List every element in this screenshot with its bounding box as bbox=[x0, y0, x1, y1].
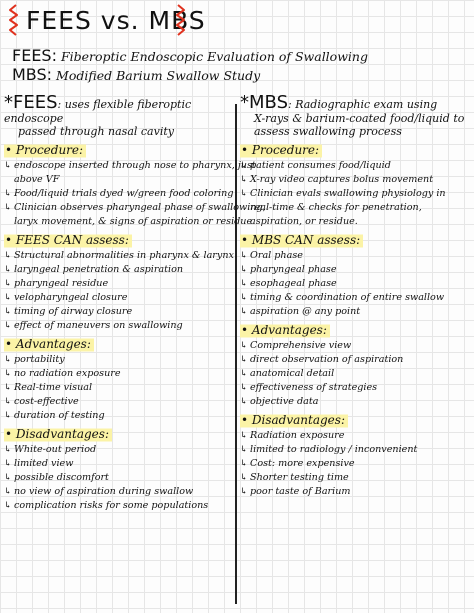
fees-heading bbox=[4, 92, 236, 139]
definition-fees bbox=[12, 47, 368, 66]
list-item: ↳ Comprehensive view bbox=[240, 339, 472, 353]
list-item: ↳ Oral phase bbox=[240, 249, 472, 263]
fees-disadvantages-list bbox=[4, 443, 236, 513]
mbs-column bbox=[240, 92, 472, 499]
list-item: ↳ laryngeal penetration & aspiration bbox=[4, 263, 236, 277]
list-item: ↳ effect of maneuvers on swallowing bbox=[4, 319, 236, 333]
mbs-procedure-label: • Procedure: bbox=[240, 142, 322, 159]
list-item: ↳ pharyngeal residue bbox=[4, 277, 236, 291]
mbs-heading bbox=[240, 92, 472, 139]
fees-can-assess-list bbox=[4, 249, 236, 333]
definitions bbox=[12, 47, 368, 85]
list-item: ↳ direct observation of aspiration bbox=[240, 353, 472, 367]
fees-heading-desc: : uses flexible fiberoptic endoscope bbox=[4, 98, 192, 125]
mbs-can-assess-label: • MBS CAN assess: bbox=[240, 232, 363, 249]
definition-abbr: FEES: bbox=[12, 46, 57, 65]
definition-abbr: MBS: bbox=[12, 65, 53, 84]
title-block bbox=[8, 2, 206, 40]
section-label-text: Advantages: bbox=[251, 322, 327, 337]
list-item-text: Clinician observes pharyngeal phase of swallowing, bbox=[14, 201, 266, 213]
list-item: ↳ objective data bbox=[240, 395, 472, 409]
mbs-disadvantages-list bbox=[240, 429, 472, 499]
definition-full: Modified Barium Swallow Study bbox=[56, 68, 261, 83]
section-label-text: FEES CAN assess: bbox=[15, 232, 129, 247]
list-item: ↳ complication risks for some populations bbox=[4, 499, 236, 513]
list-item-text-cont: real-time & checks for penetration, bbox=[250, 201, 422, 213]
list-item: ↳ limited view bbox=[4, 457, 236, 471]
mbs-heading-desc-cont: X-rays & barium-coated food/liquid to bbox=[254, 111, 465, 125]
list-item: ↳ timing of airway closure bbox=[4, 305, 236, 319]
list-item: ↳ effectiveness of strategies bbox=[240, 381, 472, 395]
section-label-text: Procedure: bbox=[251, 142, 320, 157]
list-item-text-cont: above VF bbox=[14, 173, 60, 185]
page-title: FEES vs. MBS bbox=[26, 6, 206, 35]
mbs-heading-desc: : Radiographic exam using bbox=[288, 98, 438, 111]
definition-mbs bbox=[12, 66, 368, 85]
list-item: ↳ Structural abnormalities in pharynx & larynx bbox=[4, 249, 236, 263]
list-item: ↳ limited to radiology / inconvenient bbox=[240, 443, 472, 457]
fees-advantages-list bbox=[4, 353, 236, 423]
mbs-advantages-label: • Advantages: bbox=[240, 322, 330, 339]
list-item: ↳ Radiation exposure bbox=[240, 429, 472, 443]
list-item: ↳ cost-effective bbox=[4, 395, 236, 409]
list-item-text: X-ray video captures bolus movement bbox=[250, 173, 434, 185]
left-zigzag-decoration bbox=[8, 4, 20, 38]
list-item: ↳ timing & coordination of entire swallow bbox=[240, 291, 472, 305]
list-item: ↳ Cost: more expensive bbox=[240, 457, 472, 471]
list-item: ↳ duration of testing bbox=[4, 409, 236, 423]
list-item bbox=[4, 159, 256, 187]
right-zigzag-decoration bbox=[174, 4, 186, 38]
list-item: ↳ anatomical detail bbox=[240, 367, 472, 381]
fees-procedure-label: • Procedure: bbox=[4, 142, 86, 159]
section-label-text: MBS CAN assess: bbox=[251, 232, 361, 247]
list-item bbox=[4, 187, 236, 201]
mbs-heading-title: *MBS bbox=[240, 92, 288, 113]
fees-procedure-list bbox=[4, 159, 266, 229]
section-label-text: Disadvantages: bbox=[251, 412, 345, 427]
list-item-text-cont: aspiration, or residue. bbox=[250, 215, 358, 227]
list-item: ↳ poor taste of Barium bbox=[240, 485, 472, 499]
list-item: ↳ pharyngeal phase bbox=[240, 263, 472, 277]
section-label-text: Disadvantages: bbox=[15, 426, 109, 441]
list-item bbox=[240, 187, 472, 229]
list-item-text: Clinician evals swallowing physiology in bbox=[250, 187, 446, 199]
fees-advantages-label: • Advantages: bbox=[4, 336, 94, 353]
list-item: ↳ no view of aspiration during swallow bbox=[4, 485, 236, 499]
list-item bbox=[240, 159, 472, 173]
list-item: ↳ Real-time visual bbox=[4, 381, 236, 395]
mbs-heading-desc-cont: assess swallowing process bbox=[254, 125, 402, 138]
list-item: ↳ no radiation exposure bbox=[4, 367, 236, 381]
list-item-text: endoscope inserted through nose to pharynx, just bbox=[14, 159, 256, 171]
fees-disadvantages-label: • Disadvantages: bbox=[4, 426, 112, 443]
mbs-can-assess-list bbox=[240, 249, 472, 319]
section-label-text: Procedure: bbox=[15, 142, 84, 157]
mbs-procedure-list bbox=[240, 159, 472, 229]
list-item: ↳ velopharyngeal closure bbox=[4, 291, 236, 305]
list-item: ↳ possible discomfort bbox=[4, 471, 236, 485]
fees-heading-desc-cont: passed through nasal cavity bbox=[18, 125, 174, 138]
list-item-text-cont: laryx movement, & signs of aspiration or residue bbox=[14, 215, 253, 227]
list-item: ↳ portability bbox=[4, 353, 236, 367]
list-item: ↳ Shorter testing time bbox=[240, 471, 472, 485]
list-item bbox=[240, 173, 472, 187]
fees-heading-title: *FEES bbox=[4, 92, 58, 113]
list-item bbox=[4, 201, 266, 229]
list-item: ↳ aspiration @ any point bbox=[240, 305, 472, 319]
list-item: ↳ White-out period bbox=[4, 443, 236, 457]
fees-can-assess-label: • FEES CAN assess: bbox=[4, 232, 132, 249]
definition-full: Fiberoptic Endoscopic Evaluation of Swallowing bbox=[60, 49, 368, 64]
section-label-text: Advantages: bbox=[15, 336, 91, 351]
mbs-disadvantages-label: • Disadvantages: bbox=[240, 412, 348, 429]
list-item-text: Food/liquid trials dyed w/green food coloring bbox=[14, 187, 234, 199]
list-item-text: patient consumes food/liquid bbox=[250, 159, 391, 171]
list-item: ↳ esophageal phase bbox=[240, 277, 472, 291]
mbs-advantages-list bbox=[240, 339, 472, 409]
